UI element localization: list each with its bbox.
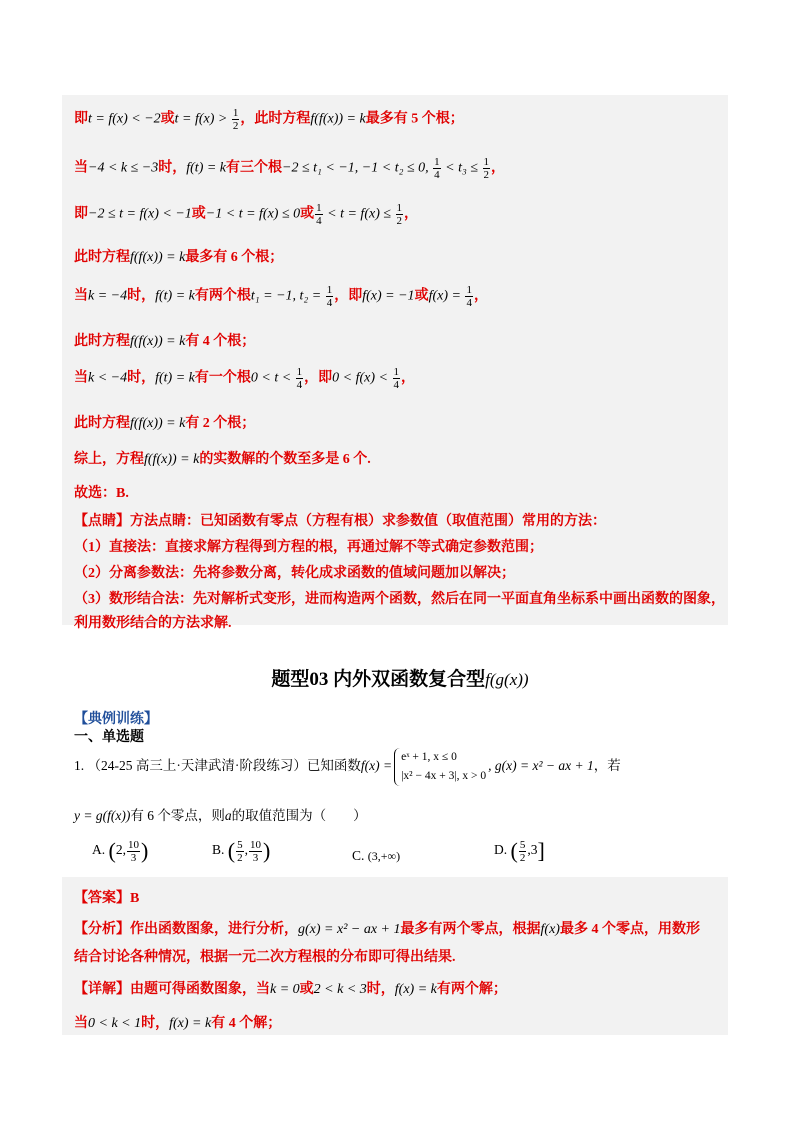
math: < t = f(x) ≤	[323, 206, 395, 222]
math: f(x) = k	[169, 1016, 212, 1031]
math: k = 0	[270, 982, 300, 997]
math: 0 < f(x) <	[332, 370, 392, 386]
section-title	[0, 664, 800, 691]
option-b[interactable]	[212, 838, 270, 864]
math: 0 < t <	[250, 370, 295, 386]
math: , g(x) = x² − ax + 1	[488, 758, 594, 774]
text: 时，	[127, 370, 156, 386]
text: 综上，方程	[74, 452, 144, 467]
question-number: 1.	[74, 758, 85, 774]
text: 当	[74, 370, 88, 386]
math: f(t) = k	[155, 288, 195, 304]
text: 有两个根	[194, 288, 251, 304]
text: 此时方程	[74, 250, 130, 265]
math: 2 < k < 3	[313, 982, 367, 997]
text: 此时方程	[74, 334, 130, 349]
choice-line: 故选：B.	[74, 486, 129, 501]
text: 有 2 个根；	[185, 416, 256, 431]
bracket: ]	[537, 838, 545, 863]
math: f(x) =	[428, 288, 465, 304]
question-text: 的取值范围为（ ）	[231, 808, 367, 823]
math: f(f(x)) = k	[130, 334, 186, 349]
text: 或	[300, 206, 315, 222]
text: 有三个根	[226, 160, 283, 176]
question-text: 有 6 个零点，则	[130, 808, 225, 823]
math: 2,	[115, 842, 126, 858]
math: f(f(x)) = k	[130, 250, 186, 265]
option-label: C.	[352, 848, 365, 863]
fraction: $\frac{1}{4}$	[326, 284, 333, 309]
text: 或	[160, 111, 175, 127]
math: ,	[244, 842, 248, 858]
solution-line-8	[74, 412, 255, 432]
analysis-line-2: 结合讨论各种情况，根据一元二次方程根的分布即可得出结果.	[74, 950, 456, 965]
math: t = f(x) >	[174, 111, 231, 127]
text: ，	[401, 370, 415, 386]
bracket: (	[108, 838, 116, 863]
math: f(f(x)) = k	[310, 111, 366, 127]
text: ，即	[304, 370, 333, 386]
text: 有 4 个解；	[211, 1016, 282, 1031]
text: 最多有两个零点，根据	[400, 922, 541, 937]
fraction: $\frac{1}{4}$	[434, 156, 440, 181]
analysis-line-1	[74, 918, 700, 938]
math: k < −4	[88, 370, 128, 386]
solution-line-2	[74, 156, 505, 181]
bracket: )	[140, 838, 149, 863]
solution-line-4	[74, 246, 283, 266]
text: 有两个解；	[436, 982, 507, 997]
text: 即	[74, 111, 88, 127]
question-line-1	[74, 748, 621, 786]
bracket: )	[262, 838, 271, 863]
math: f(x)	[540, 922, 560, 937]
case-1: eˣ + 1, x ≤ 0	[401, 751, 457, 763]
fraction: $\frac{1}{2}$	[232, 107, 239, 132]
tip-heading: 【点睛】方法点睛：已知函数有零点（方程有根）求参数值（取值范围）常用的方法：	[74, 514, 606, 529]
math: 0 < k < 1	[88, 1016, 142, 1031]
text: ，	[473, 288, 488, 304]
math: g(x) = x² − ax + 1	[298, 922, 401, 937]
math: f(x) = k	[394, 982, 437, 997]
method-2: （2）分离参数法：先将参数分离，转化成求函数的值域问题加以解决；	[74, 566, 515, 581]
text: 当	[74, 288, 88, 304]
bracket: (	[227, 838, 236, 863]
math: y = g(f(x))	[74, 808, 131, 823]
text: 最多有 6 个根；	[185, 250, 284, 265]
math: f(f(x)) = k	[130, 416, 186, 431]
solution-line-9	[74, 448, 371, 468]
question-text: ，若	[593, 758, 621, 774]
math: (3,+∞)	[367, 849, 401, 863]
math: −4 < k ≤ −3	[88, 160, 159, 176]
text: 或	[191, 206, 206, 222]
text: 时，	[141, 1016, 170, 1031]
text: ，	[404, 206, 419, 222]
case-2: |x² − 4x + 3|, x > 0	[401, 770, 487, 782]
math: k = −4	[88, 288, 128, 304]
text: 【详解】由题可得函数图象，当	[74, 982, 270, 997]
text: 有一个根	[194, 370, 251, 386]
fraction: $\frac{1}{4}$	[296, 366, 303, 391]
fraction: $\frac{10}{3}$	[249, 838, 261, 864]
text: 最多 4 个零点，用数形	[559, 922, 700, 937]
fraction: $\frac{1}{4}$	[316, 202, 322, 227]
text: 当	[74, 1016, 88, 1031]
math: f(t) = k	[186, 160, 227, 176]
text: 即	[74, 206, 88, 222]
text: 时，	[366, 982, 395, 997]
solution-line-5	[74, 284, 488, 309]
text: ，即	[334, 288, 363, 304]
option-label: B.	[212, 842, 225, 858]
answer-line: 【答案】B	[74, 891, 140, 906]
text: 【分析】作出函数图象，进行分析，	[74, 922, 298, 937]
text: ，此时方程	[240, 111, 311, 127]
solution-line-3	[74, 202, 418, 227]
math: f(x) = −1	[362, 288, 415, 304]
fraction: $\frac{1}{4}$	[393, 366, 399, 391]
detail-line-2	[74, 1012, 281, 1032]
section-title-math: f(g(x))	[485, 670, 529, 689]
text: 或	[414, 288, 429, 304]
option-a[interactable]	[92, 838, 148, 864]
math: f(x) =	[360, 758, 393, 774]
fraction: $\frac{5}{2}$	[519, 838, 526, 864]
section-title-text: 题型03 内外双函数复合型	[271, 669, 486, 690]
subheading: 一、单选题	[74, 730, 144, 745]
text: 或	[299, 982, 314, 997]
option-c[interactable]	[352, 848, 400, 864]
question-line-2	[74, 804, 367, 824]
math: −2 ≤ t₁ < −1, −1 < t₂ ≤ 0,	[282, 160, 433, 176]
math: t = f(x) < −2	[88, 111, 161, 127]
solution-line-1	[74, 107, 464, 132]
text: 有 4 个根；	[185, 334, 256, 349]
bracket: (	[510, 838, 518, 863]
option-label: D.	[494, 842, 508, 858]
question-text: （24-25 高三上·天津武清·阶段练习）已知函数	[87, 758, 361, 774]
text: 的实数解的个数至多是 6 个.	[199, 452, 371, 467]
text: 此时方程	[74, 416, 130, 431]
option-label: A.	[92, 842, 106, 858]
method-3: （3）数形结合法：先对解析式变形，进而构造两个函数，然后在同一平面直角坐标系中画出函数的图象，	[74, 592, 725, 607]
text: ，	[491, 160, 506, 176]
option-d[interactable]	[494, 838, 545, 864]
solution-line-6	[74, 330, 255, 350]
math: −1 < t = f(x) ≤ 0	[205, 206, 301, 222]
text: 时，	[158, 160, 187, 176]
piecewise-function	[394, 748, 486, 786]
math: f(t) = k	[155, 370, 195, 386]
fraction: $\frac{10}{3}$	[127, 838, 139, 864]
math: a	[224, 808, 232, 823]
text: 当	[74, 160, 88, 176]
math: f(f(x)) = k	[144, 452, 200, 467]
method-3-cont: 利用数形结合的方法求解.	[74, 616, 232, 631]
detail-line-1	[74, 978, 507, 998]
fraction: $\frac{1}{4}$	[466, 284, 472, 309]
math: ,3	[527, 842, 538, 858]
method-1: （1）直接法：直接求解方程得到方程的根，再通过解不等式确定参数范围；	[74, 540, 543, 555]
text: 时，	[127, 288, 156, 304]
math: −2 ≤ t = f(x) < −1	[88, 206, 192, 222]
fraction: $\frac{1}{2}$	[396, 202, 403, 227]
fraction: $\frac{1}{2}$	[483, 156, 490, 181]
fraction: $\frac{5}{2}$	[237, 838, 243, 864]
math: t₁ = −1, t₂ =	[250, 288, 325, 304]
example-label: 【典例训练】	[74, 712, 158, 727]
text: 最多有 5 个根；	[365, 111, 464, 127]
math: < t₃ ≤	[441, 160, 482, 176]
solution-line-7	[74, 366, 415, 391]
